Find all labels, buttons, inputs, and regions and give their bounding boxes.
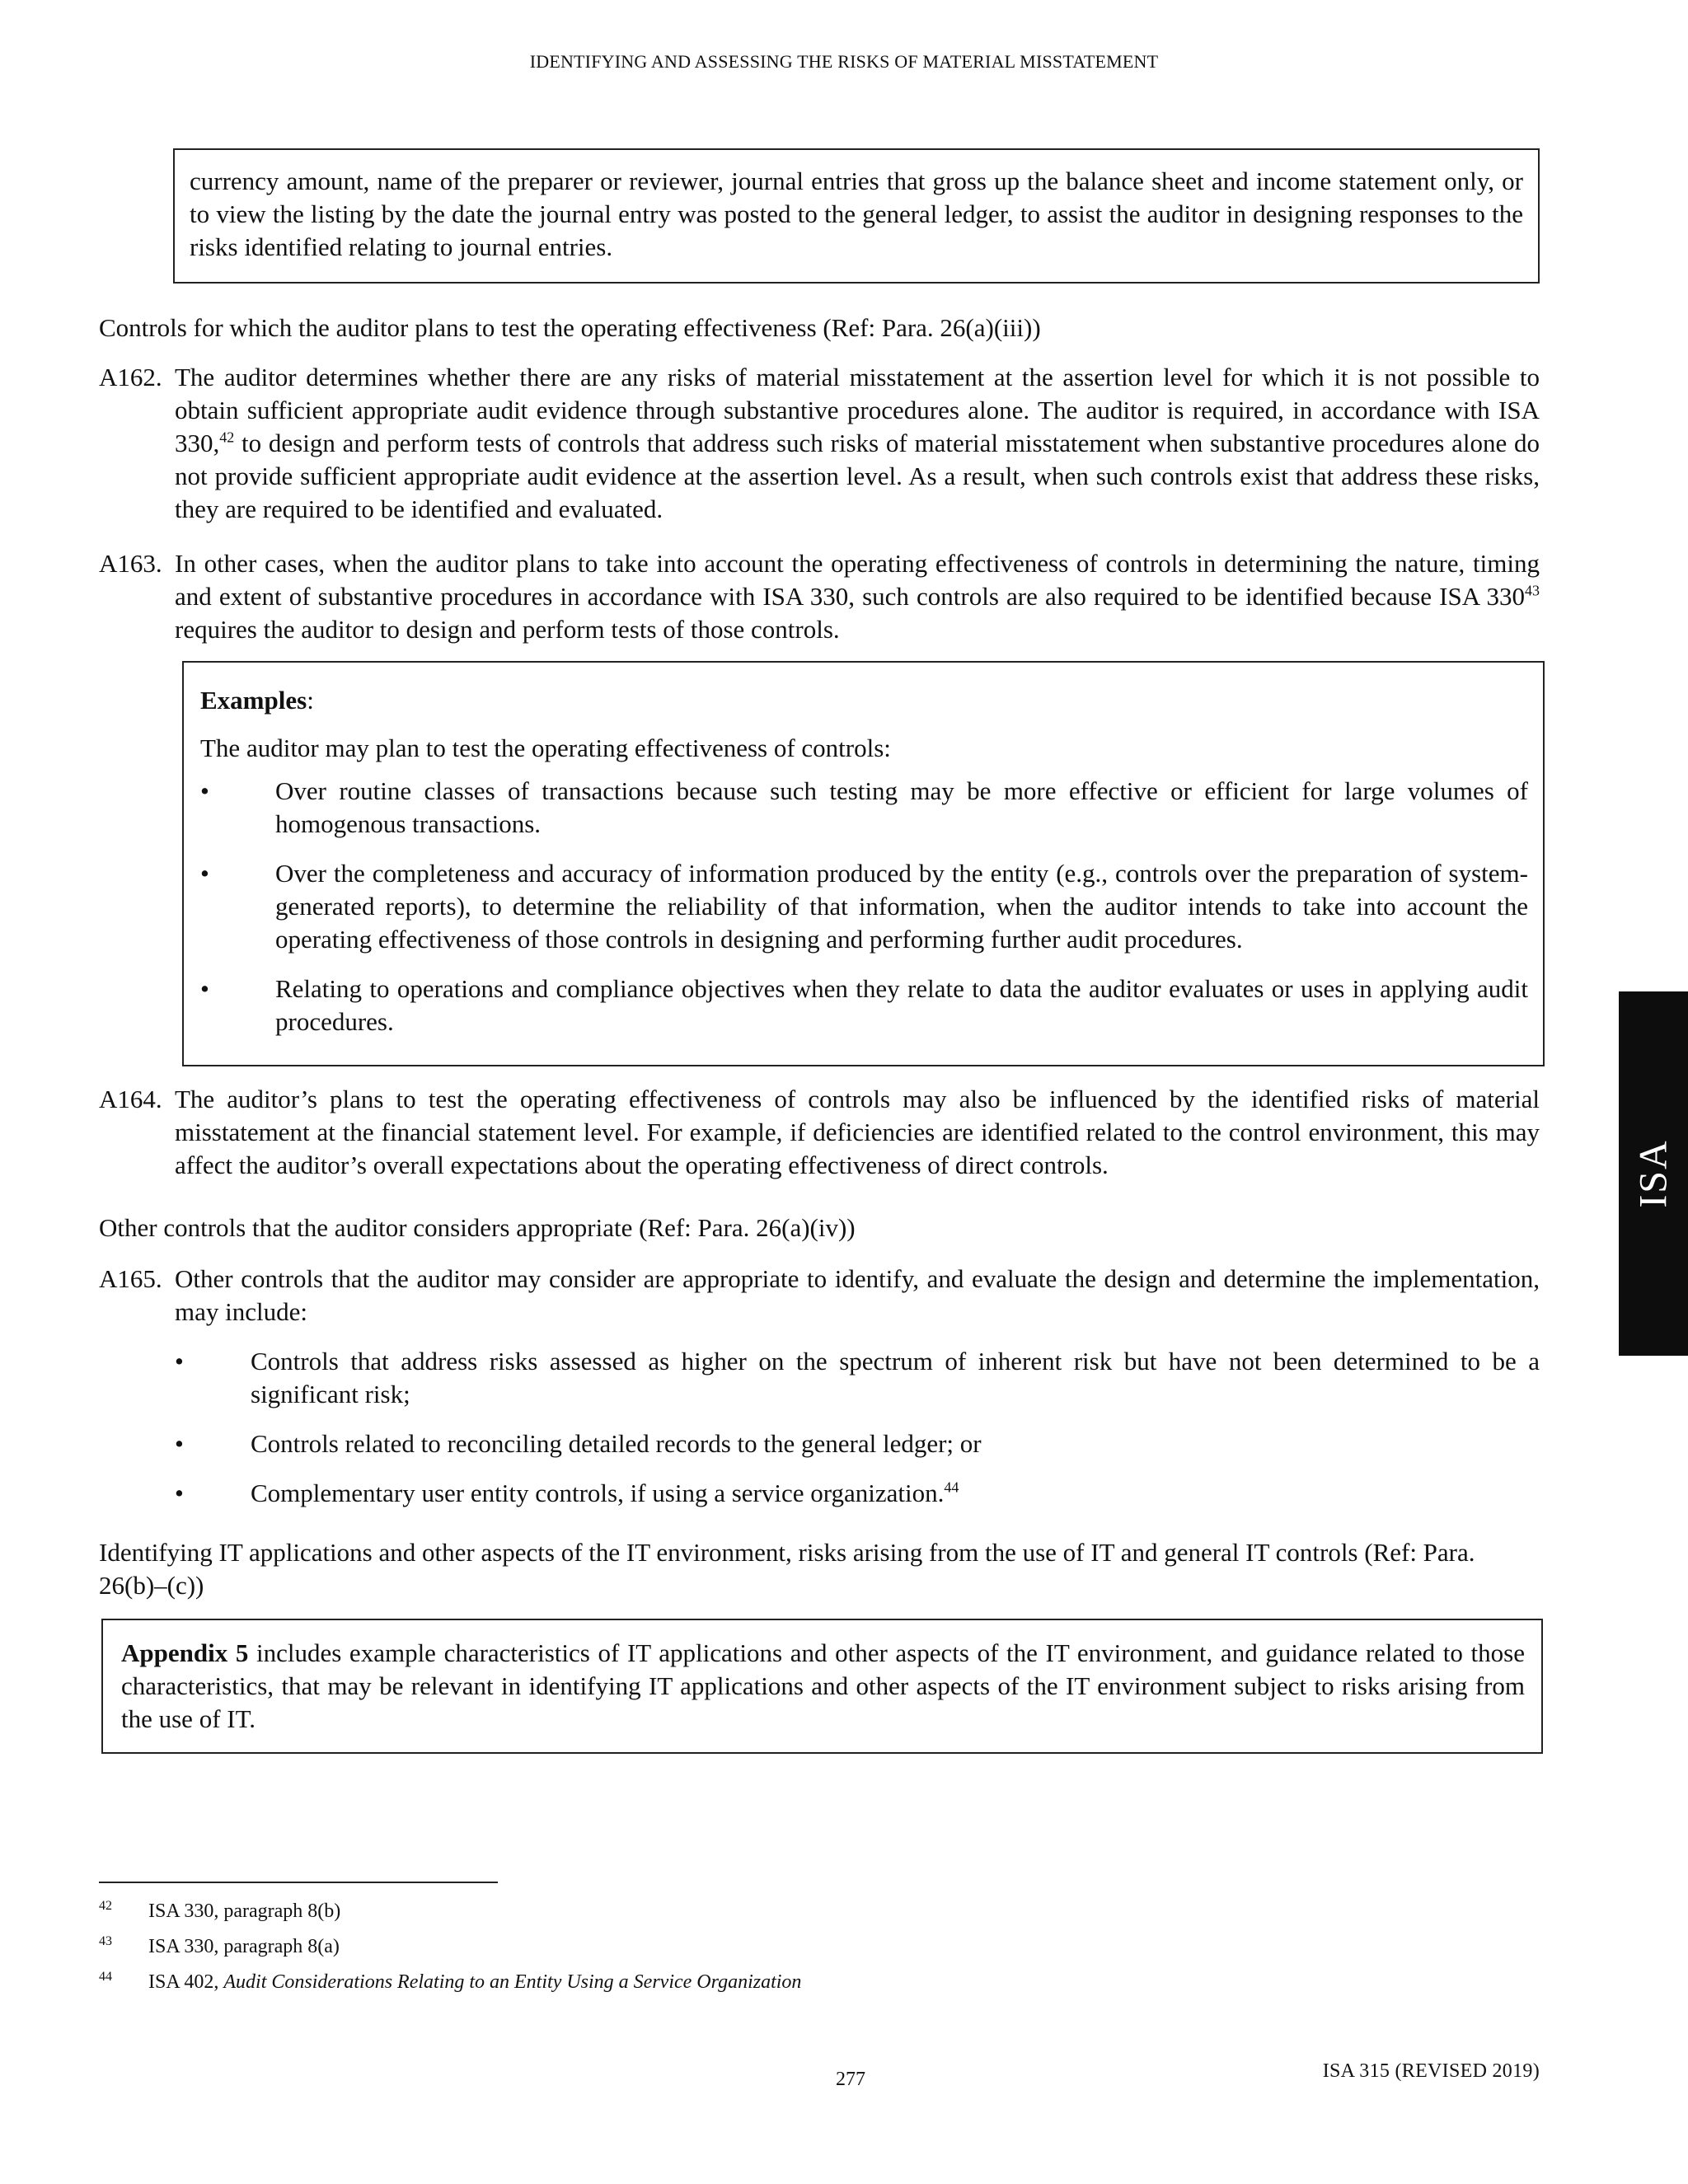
list-item: [200, 857, 1528, 956]
examples-heading-label: Examples: [200, 686, 307, 715]
paragraph-text: The auditor determines whether there are any risks of material misstatement at the assertion level for which it is not possible to obtain sufficient appropriate audit evidence through substantive procedures alone. The auditor is required, in accordance with ISA 330,: [175, 363, 1540, 457]
footnote-ref-43[interactable]: 43: [1525, 582, 1540, 599]
list-item: [175, 1427, 1540, 1460]
running-header: IDENTIFYING AND ASSESSING THE RISKS OF MATERIAL MISSTATEMENT: [529, 51, 1159, 72]
appendix-text-body: includes example characteristics of IT applications and other aspects of the IT environment, and guidance related to those characteristics, that may be relevant in identifying IT applications and other aspects of the IT environment subject to risks arising from the use of IT.: [121, 1638, 1525, 1733]
a165-list: [175, 1345, 1540, 1526]
footnote-title: Audit Considerations Relating to an Entity Using a Service Organization: [223, 1971, 802, 1993]
list-item-text: Complementary user entity controls, if using a service organization.: [251, 1479, 945, 1507]
bullet-icon: •: [200, 974, 209, 1003]
appendix-text: [121, 1637, 1525, 1736]
appendix-link[interactable]: Appendix 5: [121, 1638, 249, 1667]
list-item: [200, 972, 1528, 1038]
paragraph-a162: [99, 361, 1540, 526]
list-item-text: Over the completeness and accuracy of information produced by the entity (e.g., controls over the preparation of system-generated reports), to determine the reliability of that information, when the auditor intends to take into account the operating effectiveness of those controls in designing and performing further audit procedures.: [275, 859, 1528, 954]
bullet-icon: •: [175, 1429, 184, 1458]
paragraph-number: A164.: [99, 1085, 162, 1113]
paragraph-a163: [99, 547, 1540, 646]
list-item-text: Over routine classes of transactions because such testing may be more effective or efficient for large volumes of homogenous transactions.: [275, 776, 1528, 838]
section-tab-label: ISA: [1631, 1139, 1676, 1208]
paragraph-number: A165.: [99, 1264, 162, 1293]
paragraph-a165: [99, 1263, 1540, 1329]
footnote-text: ISA 330, paragraph 8(b): [148, 1900, 341, 1922]
footnote-divider: [99, 1882, 498, 1883]
section-thumb-tab[interactable]: [1619, 991, 1688, 1356]
bullet-icon: •: [175, 1347, 184, 1376]
list-item: [175, 1477, 1540, 1510]
list-item: [200, 775, 1528, 841]
footnote-number: 43: [99, 1934, 112, 1948]
footnote-ref-44[interactable]: 44: [944, 1479, 959, 1496]
footnote-ref-42[interactable]: 42: [219, 429, 235, 446]
footnote-44: [99, 1970, 801, 1994]
list-item-text: Relating to operations and compliance objectives when they relate to data the auditor evaluates or uses in applying audit procedures.: [275, 974, 1528, 1036]
paragraph-text: Other controls that the auditor may consider are appropriate to identify, and evaluate the design and determine the implementation, may include:: [175, 1264, 1540, 1326]
appendix-reference-box: [101, 1619, 1543, 1754]
footnote-text: ISA 330, paragraph 8(a): [148, 1936, 340, 1957]
bullet-icon: •: [175, 1479, 184, 1507]
continued-guidance-box: [173, 148, 1540, 284]
bullet-icon: •: [200, 776, 209, 805]
paragraph-number: A163.: [99, 549, 162, 578]
examples-intro: The auditor may plan to test the operating effectiveness of controls:: [200, 733, 891, 762]
examples-list: [200, 775, 1528, 1038]
footnote-43: [99, 1934, 340, 1959]
subheading-other-controls: Other controls that the auditor considers appropriate (Ref: Para. 26(a)(iv)): [99, 1213, 856, 1242]
page-number: 277: [836, 2069, 865, 2090]
footnote-text: ISA 402,: [148, 1971, 224, 1993]
examples-heading: [200, 684, 1528, 717]
examples-heading-colon: :: [307, 686, 314, 715]
footnote-number: 44: [99, 1970, 112, 1984]
list-item-text: Controls that address risks assessed as higher on the spectrum of inherent risk but have not been determined to be a significant risk;: [251, 1347, 1540, 1408]
document-reference: ISA 315 (REVISED 2019): [1322, 2060, 1540, 2082]
paragraph-number: A162.: [99, 363, 162, 391]
paragraph-text-cont: to design and perform tests of controls that address such risks of material misstatement when substantive procedures alone do not provide sufficient appropriate audit evidence at the assertion level. As a result, when such controls exist that address these risks, they are required to be identified and evaluated.: [175, 429, 1540, 523]
paragraph-text: The auditor’s plans to test the operating effectiveness of controls may also be influenced by the identified risks of material misstatement at the financial statement level. For example, if deficiencies are identified related to the control environment, this may affect the auditor’s overall expectations about the operating effectiveness of direct controls.: [175, 1085, 1540, 1179]
box-text: currency amount, name of the preparer or reviewer, journal entries that gross up the balance sheet and income statement only, or to view the listing by the date the journal entry was posted to the general ledger, to assist the auditor in designing responses to the risks identified relating to journal entries.: [190, 166, 1523, 261]
list-item-text: Controls related to reconciling detailed records to the general ledger; or: [251, 1429, 982, 1458]
paragraph-text-cont: requires the auditor to design and perform tests of those controls.: [175, 615, 840, 644]
footnote-number: 42: [99, 1899, 112, 1913]
paragraph-text: In other cases, when the auditor plans to take into account the operating effectiveness of controls in determining the nature, timing and extent of substantive procedures in accordance with ISA 330, such controls are also required to be identified because ISA 330: [175, 549, 1540, 611]
paragraph-a164: [99, 1083, 1540, 1182]
subheading-it-applications: Identifying IT applications and other aspects of the IT environment, risks arising from the use of IT and general IT controls (Ref: Para. 26(b)–(c)): [99, 1538, 1475, 1600]
subheading-controls-tested: Controls for which the auditor plans to test the operating effectiveness (Ref: Para. 26(a)(iii)): [99, 313, 1041, 342]
bullet-icon: •: [200, 859, 209, 888]
footnote-42: [99, 1899, 340, 1924]
examples-box: [182, 661, 1545, 1066]
list-item: [175, 1345, 1540, 1411]
